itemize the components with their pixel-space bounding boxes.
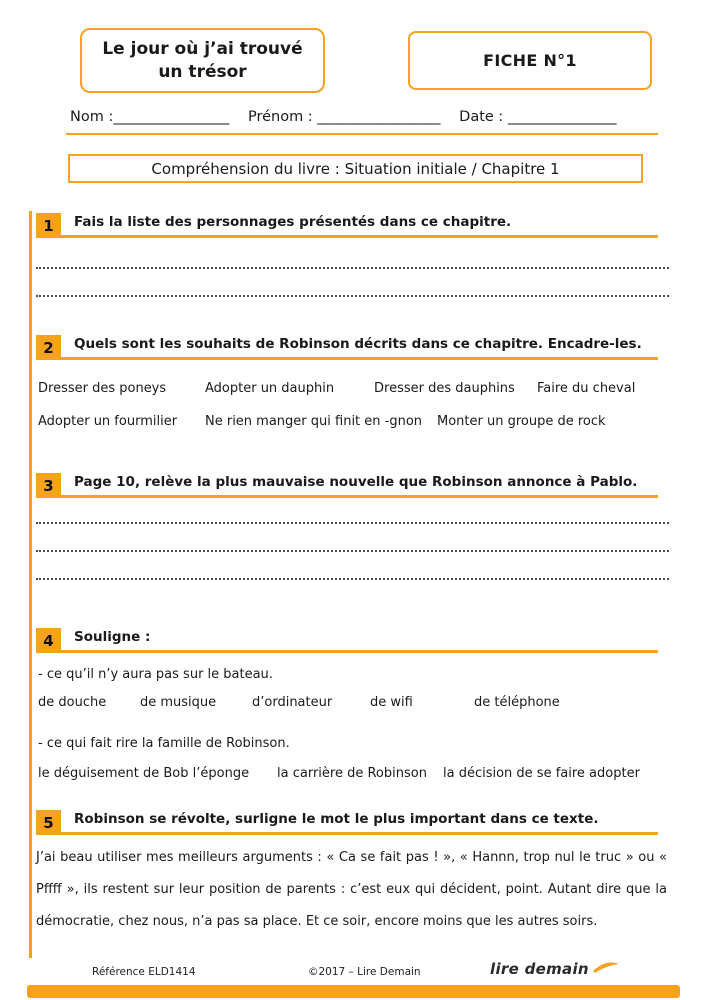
option-item: la carrière de Robinson — [277, 766, 427, 781]
question-4 — [36, 628, 658, 653]
question-5-number: 5 — [36, 810, 61, 835]
option-item: de wifi — [370, 695, 413, 710]
question-3-text: Page 10, relève la plus mauvaise nouvelle que Robinson annonce à Pablo. — [61, 474, 658, 498]
option-item: le déguisement de Bob l’éponge — [38, 766, 250, 781]
fiche-label: FICHE N°1 — [483, 51, 577, 70]
question-4-options-row2 — [38, 766, 657, 781]
option-item: la décision de se faire adopter — [443, 766, 640, 781]
worksheet-subtitle-box — [68, 154, 643, 183]
option-item: Dresser des poneys — [38, 381, 167, 396]
question-2 — [36, 335, 658, 360]
question-5 — [36, 810, 658, 835]
footer-accent-bar — [27, 985, 680, 998]
option-item: d’ordinateur — [252, 695, 333, 710]
student-info-row — [66, 109, 658, 135]
question-3-number: 3 — [36, 473, 61, 498]
logo-text: lire demain — [490, 960, 589, 978]
question-5-paragraph: J’ai beau utiliser mes meilleurs arguments : « Ca se fait pas ! », « Hannn, trop nul le truc » ou « Pffff », ils restent sur leur position de parents : c’est eux qui décident, point. Autant dire que la démocratie, chez nous, n’a pas sa place. Et ce soir, encore moins que les autres soirs. — [36, 850, 667, 929]
worksheet-subtitle: Compréhension du livre : Situation initiale / Chapitre 1 — [151, 159, 560, 178]
lire-demain-logo — [490, 960, 620, 978]
footer-reference: Référence ELD1414 — [92, 966, 196, 978]
date-blank: _______________ — [507, 109, 617, 125]
question-3 — [36, 473, 658, 498]
option-item: de téléphone — [474, 695, 560, 710]
option-item: Adopter un fourmilier — [38, 414, 178, 429]
question-4-text: Souligne : — [61, 629, 658, 653]
prenom-blank: _________________ — [317, 109, 441, 125]
question-2-number: 2 — [36, 335, 61, 360]
option-item: Adopter un dauphin — [205, 381, 335, 396]
question-4-subline2: - ce qui fait rire la famille de Robinson. — [38, 736, 290, 751]
book-title-line2: un trésor — [158, 61, 247, 82]
question-2-options-row2 — [38, 414, 657, 429]
answer-line — [36, 578, 669, 580]
question-4-subline1: - ce qu’il n’y aura pas sur le bateau. — [38, 667, 273, 682]
book-title-box — [80, 28, 325, 93]
option-item: de douche — [38, 695, 107, 710]
nom-label: Nom : — [70, 109, 114, 125]
question-2-text: Quels sont les souhaits de Robinson décrits dans ce chapitre. Encadre-les. — [61, 336, 658, 360]
book-title-line1: Le jour où j’ai trouvé — [102, 38, 303, 59]
answer-line — [36, 522, 669, 524]
question-1-text: Fais la liste des personnages présentés dans ce chapitre. — [61, 214, 658, 238]
option-item: Faire du cheval — [537, 381, 636, 396]
answer-line — [36, 550, 669, 552]
question-4-number: 4 — [36, 628, 61, 653]
question-1 — [36, 213, 658, 238]
option-item: de musique — [140, 695, 217, 710]
question-1-number: 1 — [36, 213, 61, 238]
date-label: Date : — [459, 109, 508, 125]
option-item: Monter un groupe de rock — [437, 414, 606, 429]
fiche-number-box — [408, 31, 652, 90]
question-2-options-row1 — [38, 381, 657, 396]
answer-line — [36, 267, 669, 269]
option-item: Ne rien manger qui finit en -gnon — [205, 414, 423, 429]
left-accent-rule — [29, 211, 32, 958]
footer-copyright: ©2017 – Lire Demain — [308, 966, 421, 978]
question-5-text: Robinson se révolte, surligne le mot le plus important dans ce texte. — [61, 811, 658, 835]
option-item: Dresser des dauphins — [374, 381, 515, 396]
question-4-options-row1 — [38, 695, 657, 710]
prenom-label: Prénom : — [247, 109, 318, 125]
nom-blank: ________________ — [113, 109, 230, 125]
answer-line — [36, 295, 669, 297]
logo-swoosh-icon — [592, 960, 620, 978]
